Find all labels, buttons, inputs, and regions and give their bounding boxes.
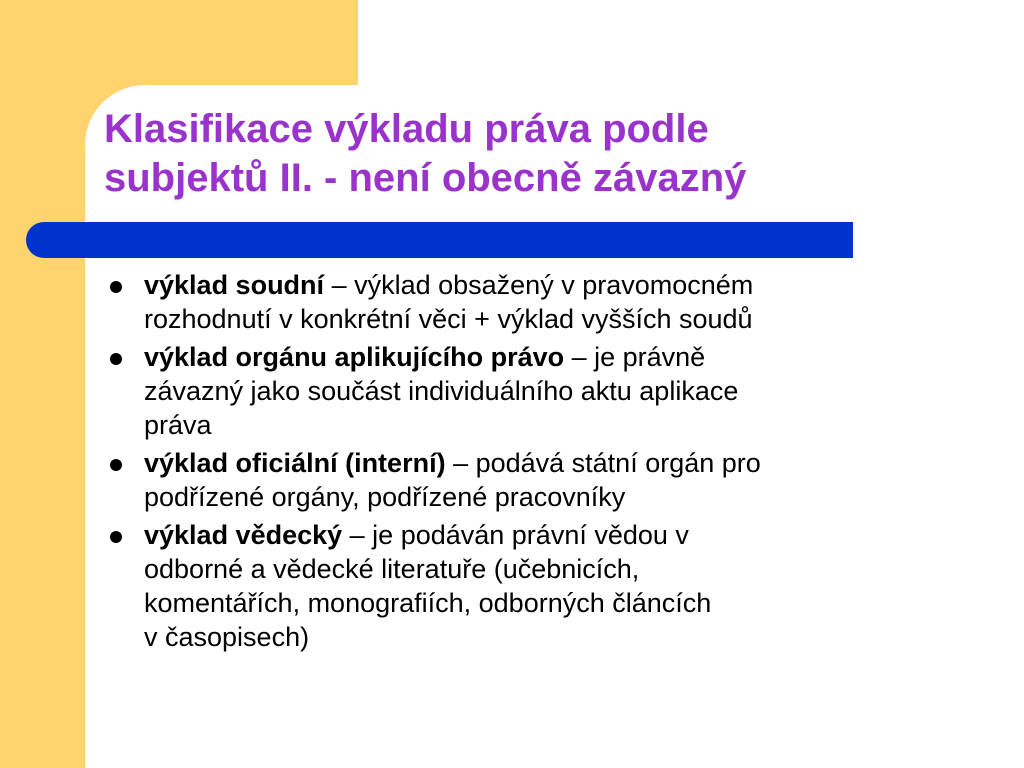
bullet-term: výklad soudní: [144, 270, 325, 300]
bullet-term: výklad vědecký: [144, 520, 343, 550]
bullet-item-oficialni: [104, 446, 984, 514]
bullet-line: v časopisech): [144, 622, 310, 652]
bullet-item-soudni: [104, 268, 984, 336]
bullet-item-organ-aplikujici: [104, 340, 984, 442]
slide-title: [104, 105, 984, 203]
bullet-dot-icon: [110, 459, 122, 471]
bullet-line: rozhodnutí v konkrétní věci + výklad vyšších soudů: [144, 304, 753, 334]
title-line-2: subjektů II. - není obecně závazný: [104, 156, 747, 200]
bullet-line: práva: [144, 410, 212, 440]
title-underline-bar: [26, 222, 853, 258]
bullet-item-vedecky: [104, 518, 984, 654]
bullet-line: [144, 340, 984, 374]
bullet-term: výklad orgánu aplikujícího právo: [144, 342, 565, 372]
bullet-line: [144, 446, 984, 480]
bullet-text: – výklad obsažený v pravomocném: [324, 270, 754, 300]
title-line-1: Klasifikace výkladu práva podle: [104, 107, 709, 151]
bullet-list: [104, 268, 984, 658]
bullet-dot-icon: [110, 353, 122, 365]
bullet-line: [144, 518, 984, 552]
bullet-term: výklad oficiální (interní): [144, 448, 446, 478]
bullet-line: [144, 268, 984, 302]
bullet-line: podřízené orgány, podřízené pracovníky: [144, 482, 626, 512]
bullet-dot-icon: [110, 281, 122, 293]
bullet-line: komentářích, monografiích, odborných článcích: [144, 588, 712, 618]
bullet-text: – je právně: [564, 342, 706, 372]
bullet-line: závazný jako součást individuálního aktu aplikace: [144, 376, 739, 406]
bullet-text: – podává státní orgán pro: [445, 448, 761, 478]
bullet-text: – je podáván právní vědou v: [342, 520, 689, 550]
bullet-dot-icon: [110, 531, 122, 543]
bullet-line: odborné a vědecké literatuře (učebnicích,: [144, 554, 640, 584]
